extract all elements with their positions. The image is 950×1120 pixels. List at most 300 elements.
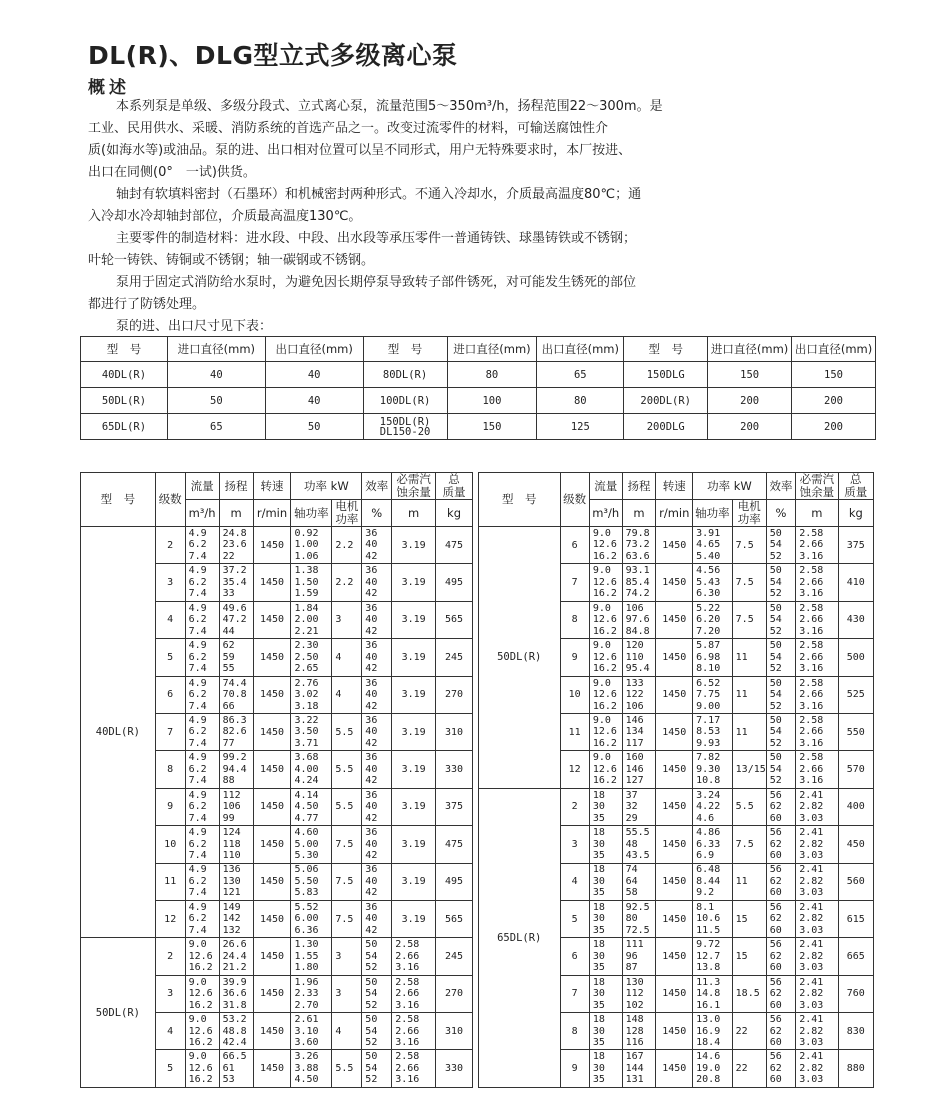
npsh-cell: 2.41 2.82 3.03 bbox=[796, 1013, 838, 1050]
size-cell: 200DLG bbox=[624, 414, 708, 440]
npsh-cell: 2.58 2.66 3.16 bbox=[796, 639, 838, 676]
efficiency-cell: 50 54 52 bbox=[362, 1013, 392, 1050]
head-cell: 26.6 24.4 21.2 bbox=[219, 938, 253, 975]
flow-cell: 9.0 12.6 16.2 bbox=[185, 1013, 219, 1050]
npsh-cell: 3.19 bbox=[392, 751, 436, 788]
efficiency-cell: 36 40 42 bbox=[362, 788, 392, 825]
perf-header-cell: 型 号 bbox=[81, 473, 156, 527]
motor-power-cell: 15 bbox=[732, 900, 766, 937]
weight-cell: 760 bbox=[838, 975, 873, 1012]
weight-cell: 525 bbox=[838, 676, 873, 713]
efficiency-cell: 36 40 42 bbox=[362, 676, 392, 713]
speed-cell: 1450 bbox=[253, 863, 291, 900]
efficiency-cell: 36 40 42 bbox=[362, 826, 392, 863]
npsh-cell: 2.41 2.82 3.03 bbox=[796, 900, 838, 937]
size-cell: 40 bbox=[265, 362, 363, 388]
perf-header-cell: kg bbox=[436, 500, 473, 527]
speed-cell: 1450 bbox=[253, 751, 291, 788]
perf-header-row bbox=[81, 473, 473, 500]
flow-cell: 4.9 6.2 7.4 bbox=[185, 676, 219, 713]
size-header-cell: 进口直径(mm) bbox=[708, 337, 792, 362]
weight-cell: 245 bbox=[436, 639, 473, 676]
performance-table-left bbox=[80, 472, 473, 1088]
stages-cell: 7 bbox=[560, 564, 589, 601]
weight-cell: 245 bbox=[436, 938, 473, 975]
weight-cell: 495 bbox=[436, 564, 473, 601]
efficiency-cell: 50 54 52 bbox=[766, 527, 795, 564]
perf-header-cell: 总 质量 bbox=[838, 473, 873, 500]
flow-cell: 4.9 6.2 7.4 bbox=[185, 751, 219, 788]
stages-cell: 4 bbox=[560, 863, 589, 900]
stages-cell: 7 bbox=[155, 713, 185, 750]
efficiency-cell: 56 62 60 bbox=[766, 975, 795, 1012]
perf-header-cell: m bbox=[219, 500, 253, 527]
motor-power-cell: 13/15 bbox=[732, 751, 766, 788]
speed-cell: 1450 bbox=[656, 788, 693, 825]
head-cell: 79.8 73.2 63.6 bbox=[622, 527, 656, 564]
npsh-cell: 3.19 bbox=[392, 676, 436, 713]
weight-cell: 475 bbox=[436, 527, 473, 564]
perf-header-cell: 级数 bbox=[560, 473, 589, 527]
npsh-cell: 3.19 bbox=[392, 601, 436, 638]
speed-cell: 1450 bbox=[253, 938, 291, 975]
head-cell: 55.5 48 43.5 bbox=[622, 826, 656, 863]
size-cell: 200 bbox=[792, 414, 876, 440]
stages-cell: 4 bbox=[155, 1013, 185, 1050]
weight-cell: 310 bbox=[436, 713, 473, 750]
stages-cell: 9 bbox=[560, 1050, 589, 1087]
head-cell: 124 118 110 bbox=[219, 826, 253, 863]
size-cell: 40 bbox=[265, 388, 363, 414]
weight-cell: 410 bbox=[838, 564, 873, 601]
shaft-power-cell: 14.6 19.0 20.8 bbox=[693, 1050, 733, 1087]
efficiency-cell: 36 40 42 bbox=[362, 601, 392, 638]
intro-line: 质(如海水等)或油品。泵的进、出口相对位置可以呈不同形式，用户无特殊要求时，本厂按进、 bbox=[88, 143, 632, 158]
efficiency-cell: 36 40 42 bbox=[362, 527, 392, 564]
perf-header-row bbox=[479, 473, 874, 500]
head-cell: 74 64 58 bbox=[622, 863, 656, 900]
npsh-cell: 3.19 bbox=[392, 900, 436, 937]
flow-cell: 18 30 35 bbox=[589, 900, 622, 937]
motor-power-cell: 3 bbox=[332, 938, 362, 975]
perf-header-cell: m bbox=[392, 500, 436, 527]
stages-cell: 8 bbox=[560, 601, 589, 638]
speed-cell: 1450 bbox=[253, 601, 291, 638]
shaft-power-cell: 6.52 7.75 9.00 bbox=[693, 676, 733, 713]
motor-power-cell: 3 bbox=[332, 601, 362, 638]
speed-cell: 1450 bbox=[253, 713, 291, 750]
head-cell: 93.1 85.4 74.2 bbox=[622, 564, 656, 601]
size-header-cell: 出口直径(mm) bbox=[792, 337, 876, 362]
motor-power-cell: 5.5 bbox=[332, 751, 362, 788]
weight-cell: 500 bbox=[838, 639, 873, 676]
shaft-power-cell: 1.84 2.00 2.21 bbox=[291, 601, 332, 638]
model-name-cell: 40DL(R) bbox=[81, 527, 156, 938]
speed-cell: 1450 bbox=[656, 1050, 693, 1087]
motor-power-cell: 11 bbox=[732, 639, 766, 676]
flow-cell: 4.9 6.2 7.4 bbox=[185, 826, 219, 863]
efficiency-cell: 50 54 52 bbox=[766, 676, 795, 713]
perf-header-cell: 流量 bbox=[185, 473, 219, 500]
size-cell: 150 bbox=[708, 362, 792, 388]
size-header-cell: 型 号 bbox=[81, 337, 168, 362]
weight-cell: 550 bbox=[838, 713, 873, 750]
motor-power-cell: 5.5 bbox=[332, 1050, 362, 1087]
size-cell: 50 bbox=[167, 388, 265, 414]
perf-header-cell: 必需汽 蚀余量 bbox=[392, 473, 436, 500]
head-cell: 49.6 47.2 44 bbox=[219, 601, 253, 638]
perf-header-cell: 效率 bbox=[362, 473, 392, 500]
motor-power-cell: 11 bbox=[732, 863, 766, 900]
perf-header-cell: m³/h bbox=[589, 500, 622, 527]
intro-line: 轴封有软填料密封（石墨环）和机械密封两种形式。不通入冷却水，介质最高温度80℃；通 bbox=[116, 187, 642, 202]
flow-cell: 4.9 6.2 7.4 bbox=[185, 900, 219, 937]
npsh-cell: 3.19 bbox=[392, 527, 436, 564]
flow-cell: 4.9 6.2 7.4 bbox=[185, 639, 219, 676]
intro-line: 叶轮一铸铁、铸铜或不锈钢；轴一碳钢或不锈钢。 bbox=[88, 253, 375, 268]
perf-row bbox=[479, 527, 874, 564]
shaft-power-cell: 5.52 6.00 6.36 bbox=[291, 900, 332, 937]
flow-cell: 9.0 12.6 16.2 bbox=[589, 564, 622, 601]
speed-cell: 1450 bbox=[656, 601, 693, 638]
motor-power-cell: 2.2 bbox=[332, 527, 362, 564]
stages-cell: 2 bbox=[155, 938, 185, 975]
shaft-power-cell: 5.87 6.98 8.10 bbox=[693, 639, 733, 676]
shaft-power-cell: 5.06 5.50 5.83 bbox=[291, 863, 332, 900]
shaft-power-cell: 1.30 1.55 1.80 bbox=[291, 938, 332, 975]
flow-cell: 4.9 6.2 7.4 bbox=[185, 788, 219, 825]
weight-cell: 495 bbox=[436, 863, 473, 900]
size-cell: 100 bbox=[447, 388, 537, 414]
head-cell: 112 106 99 bbox=[219, 788, 253, 825]
model-name-cell: 65DL(R) bbox=[479, 788, 561, 1087]
perf-row bbox=[479, 788, 874, 825]
head-cell: 62 59 55 bbox=[219, 639, 253, 676]
efficiency-cell: 56 62 60 bbox=[766, 788, 795, 825]
efficiency-cell: 50 54 52 bbox=[766, 564, 795, 601]
shaft-power-cell: 3.91 4.65 5.40 bbox=[693, 527, 733, 564]
npsh-cell: 2.58 2.66 3.16 bbox=[796, 564, 838, 601]
section-heading: 概述 bbox=[88, 78, 130, 98]
npsh-cell: 2.41 2.82 3.03 bbox=[796, 788, 838, 825]
size-header-cell: 出口直径(mm) bbox=[537, 337, 624, 362]
weight-cell: 270 bbox=[436, 975, 473, 1012]
speed-cell: 1450 bbox=[253, 900, 291, 937]
head-cell: 120 110 95.4 bbox=[622, 639, 656, 676]
efficiency-cell: 56 62 60 bbox=[766, 900, 795, 937]
shaft-power-cell: 2.61 3.10 3.60 bbox=[291, 1013, 332, 1050]
size-cell: 50 bbox=[265, 414, 363, 440]
stages-cell: 3 bbox=[560, 826, 589, 863]
head-cell: 106 97.6 84.8 bbox=[622, 601, 656, 638]
stages-cell: 12 bbox=[560, 751, 589, 788]
stages-cell: 3 bbox=[155, 975, 185, 1012]
motor-power-cell: 22 bbox=[732, 1013, 766, 1050]
motor-power-cell: 7.5 bbox=[332, 900, 362, 937]
intro-line: 都进行了防锈处理。 bbox=[88, 297, 206, 312]
npsh-cell: 2.41 2.82 3.03 bbox=[796, 1050, 838, 1087]
shaft-power-cell: 4.14 4.50 4.77 bbox=[291, 788, 332, 825]
speed-cell: 1450 bbox=[656, 676, 693, 713]
speed-cell: 1450 bbox=[656, 751, 693, 788]
shaft-power-cell: 2.30 2.50 2.65 bbox=[291, 639, 332, 676]
efficiency-cell: 56 62 60 bbox=[766, 863, 795, 900]
efficiency-cell: 56 62 60 bbox=[766, 938, 795, 975]
flow-cell: 4.9 6.2 7.4 bbox=[185, 564, 219, 601]
weight-cell: 880 bbox=[838, 1050, 873, 1087]
npsh-cell: 2.58 2.66 3.16 bbox=[796, 713, 838, 750]
shaft-power-cell: 1.38 1.50 1.59 bbox=[291, 564, 332, 601]
stages-cell: 3 bbox=[155, 564, 185, 601]
head-cell: 146 134 117 bbox=[622, 713, 656, 750]
shaft-power-cell: 2.76 3.02 3.18 bbox=[291, 676, 332, 713]
flow-cell: 4.9 6.2 7.4 bbox=[185, 527, 219, 564]
head-cell: 130 112 102 bbox=[622, 975, 656, 1012]
npsh-cell: 2.41 2.82 3.03 bbox=[796, 826, 838, 863]
head-cell: 148 128 116 bbox=[622, 1013, 656, 1050]
motor-power-cell: 4 bbox=[332, 676, 362, 713]
motor-power-cell: 3 bbox=[332, 975, 362, 1012]
shaft-power-cell: 7.17 8.53 9.93 bbox=[693, 713, 733, 750]
flow-cell: 4.9 6.2 7.4 bbox=[185, 601, 219, 638]
flow-cell: 9.0 12.6 16.2 bbox=[589, 601, 622, 638]
efficiency-cell: 50 54 52 bbox=[362, 975, 392, 1012]
npsh-cell: 2.41 2.82 3.03 bbox=[796, 938, 838, 975]
size-cell: 200 bbox=[708, 414, 792, 440]
speed-cell: 1450 bbox=[656, 938, 693, 975]
perf-header-cell: m³/h bbox=[185, 500, 219, 527]
weight-cell: 400 bbox=[838, 788, 873, 825]
shaft-power-cell: 7.82 9.30 10.8 bbox=[693, 751, 733, 788]
efficiency-cell: 56 62 60 bbox=[766, 1013, 795, 1050]
head-cell: 133 122 106 bbox=[622, 676, 656, 713]
motor-power-cell: 7.5 bbox=[732, 527, 766, 564]
speed-cell: 1450 bbox=[656, 564, 693, 601]
flow-cell: 18 30 35 bbox=[589, 863, 622, 900]
size-cell: 65DL(R) bbox=[81, 414, 168, 440]
flow-cell: 9.0 12.6 16.2 bbox=[185, 1050, 219, 1087]
efficiency-cell: 36 40 42 bbox=[362, 639, 392, 676]
head-cell: 167 144 131 bbox=[622, 1050, 656, 1087]
npsh-cell: 3.19 bbox=[392, 863, 436, 900]
perf-header-cell: % bbox=[362, 500, 392, 527]
shaft-power-cell: 13.0 16.9 18.4 bbox=[693, 1013, 733, 1050]
size-cell: 100DL(R) bbox=[363, 388, 447, 414]
performance-table-right bbox=[478, 472, 874, 1088]
stages-cell: 8 bbox=[560, 1013, 589, 1050]
perf-header-cell: 流量 bbox=[589, 473, 622, 500]
speed-cell: 1450 bbox=[656, 975, 693, 1012]
size-cell: 80DL(R) bbox=[363, 362, 447, 388]
flow-cell: 9.0 12.6 16.2 bbox=[589, 527, 622, 564]
shaft-power-cell: 1.96 2.33 2.70 bbox=[291, 975, 332, 1012]
stages-cell: 7 bbox=[560, 975, 589, 1012]
perf-header-cell: m bbox=[622, 500, 656, 527]
npsh-cell: 2.58 2.66 3.16 bbox=[392, 975, 436, 1012]
size-cell: 150 bbox=[447, 414, 537, 440]
efficiency-cell: 36 40 42 bbox=[362, 751, 392, 788]
head-cell: 92.5 80 72.5 bbox=[622, 900, 656, 937]
motor-power-cell: 4 bbox=[332, 1013, 362, 1050]
speed-cell: 1450 bbox=[253, 826, 291, 863]
flow-cell: 9.0 12.6 16.2 bbox=[185, 938, 219, 975]
size-table-row bbox=[81, 362, 876, 388]
motor-power-cell: 7.5 bbox=[732, 601, 766, 638]
perf-header-cell: r/min bbox=[656, 500, 693, 527]
flow-cell: 9.0 12.6 16.2 bbox=[589, 713, 622, 750]
size-header-cell: 型 号 bbox=[363, 337, 447, 362]
flow-cell: 18 30 35 bbox=[589, 826, 622, 863]
speed-cell: 1450 bbox=[656, 1013, 693, 1050]
size-header-cell: 出口直径(mm) bbox=[265, 337, 363, 362]
speed-cell: 1450 bbox=[253, 527, 291, 564]
port-size-table bbox=[80, 336, 876, 440]
size-cell: 50DL(R) bbox=[81, 388, 168, 414]
intro-line: 泵用于固定式消防给水泵时，为避免因长期停泵导致转子部件锈死，对可能发生锈死的部位 bbox=[116, 275, 637, 290]
weight-cell: 330 bbox=[436, 751, 473, 788]
flow-cell: 18 30 35 bbox=[589, 1050, 622, 1087]
perf-header-cell: 必需汽 蚀余量 bbox=[796, 473, 838, 500]
motor-power-cell: 5.5 bbox=[732, 788, 766, 825]
head-cell: 136 130 121 bbox=[219, 863, 253, 900]
shaft-power-cell: 5.22 6.20 7.20 bbox=[693, 601, 733, 638]
weight-cell: 375 bbox=[436, 788, 473, 825]
efficiency-cell: 36 40 42 bbox=[362, 713, 392, 750]
efficiency-cell: 50 54 52 bbox=[362, 938, 392, 975]
size-table-row bbox=[81, 388, 876, 414]
flow-cell: 18 30 35 bbox=[589, 1013, 622, 1050]
stages-cell: 2 bbox=[560, 788, 589, 825]
intro-line: 本系列泵是单级、多级分段式、立式离心泵，流量范围5～350m³/h，扬程范围22～300m。是 bbox=[116, 99, 663, 114]
head-cell: 111 96 87 bbox=[622, 938, 656, 975]
stages-cell: 12 bbox=[155, 900, 185, 937]
model-name-cell: 50DL(R) bbox=[479, 527, 561, 789]
npsh-cell: 2.58 2.66 3.16 bbox=[392, 938, 436, 975]
perf-header-cell: 扬程 bbox=[622, 473, 656, 500]
model-name-cell: 50DL(R) bbox=[81, 938, 156, 1088]
efficiency-cell: 50 54 52 bbox=[766, 601, 795, 638]
efficiency-cell: 50 54 52 bbox=[766, 751, 795, 788]
shaft-power-cell: 6.48 8.44 9.2 bbox=[693, 863, 733, 900]
npsh-cell: 2.58 2.66 3.16 bbox=[392, 1013, 436, 1050]
weight-cell: 430 bbox=[838, 601, 873, 638]
npsh-cell: 2.41 2.82 3.03 bbox=[796, 975, 838, 1012]
weight-cell: 375 bbox=[838, 527, 873, 564]
perf-header-cell: 电机 功率 bbox=[332, 500, 362, 527]
motor-power-cell: 7.5 bbox=[732, 826, 766, 863]
size-cell: 200 bbox=[792, 388, 876, 414]
efficiency-cell: 36 40 42 bbox=[362, 863, 392, 900]
head-cell: 53.2 48.8 42.4 bbox=[219, 1013, 253, 1050]
size-header-cell: 进口直径(mm) bbox=[447, 337, 537, 362]
weight-cell: 565 bbox=[436, 601, 473, 638]
stages-cell: 5 bbox=[155, 1050, 185, 1087]
flow-cell: 18 30 35 bbox=[589, 788, 622, 825]
size-cell: 125 bbox=[537, 414, 624, 440]
head-cell: 37.2 35.4 33 bbox=[219, 564, 253, 601]
size-cell: 65 bbox=[167, 414, 265, 440]
flow-cell: 9.0 12.6 16.2 bbox=[589, 751, 622, 788]
motor-power-cell: 7.5 bbox=[332, 826, 362, 863]
weight-cell: 330 bbox=[436, 1050, 473, 1087]
intro-line: 入冷却水冷却轴封部位，介质最高温度130℃。 bbox=[88, 209, 362, 224]
size-cell: 150DL(R) DL150-20 bbox=[363, 414, 447, 440]
size-header-cell: 进口直径(mm) bbox=[167, 337, 265, 362]
motor-power-cell: 15 bbox=[732, 938, 766, 975]
speed-cell: 1450 bbox=[656, 527, 693, 564]
efficiency-cell: 36 40 42 bbox=[362, 564, 392, 601]
head-cell: 39.9 36.6 31.8 bbox=[219, 975, 253, 1012]
shaft-power-cell: 4.56 5.43 6.30 bbox=[693, 564, 733, 601]
shaft-power-cell: 0.92 1.00 1.06 bbox=[291, 527, 332, 564]
speed-cell: 1450 bbox=[253, 676, 291, 713]
speed-cell: 1450 bbox=[253, 1013, 291, 1050]
perf-row bbox=[81, 527, 473, 564]
shaft-power-cell: 3.22 3.50 3.71 bbox=[291, 713, 332, 750]
flow-cell: 18 30 35 bbox=[589, 975, 622, 1012]
intro-line: 出口在同侧(0° 一试)供货。 bbox=[88, 165, 256, 180]
stages-cell: 6 bbox=[155, 676, 185, 713]
shaft-power-cell: 3.24 4.22 4.6 bbox=[693, 788, 733, 825]
weight-cell: 270 bbox=[436, 676, 473, 713]
speed-cell: 1450 bbox=[253, 975, 291, 1012]
motor-power-cell: 7.5 bbox=[732, 564, 766, 601]
head-cell: 37 32 29 bbox=[622, 788, 656, 825]
size-header-cell: 型 号 bbox=[624, 337, 708, 362]
motor-power-cell: 11 bbox=[732, 713, 766, 750]
speed-cell: 1450 bbox=[253, 639, 291, 676]
stages-cell: 10 bbox=[155, 826, 185, 863]
head-cell: 86.3 82.6 77 bbox=[219, 713, 253, 750]
perf-header-cell: kg bbox=[838, 500, 873, 527]
speed-cell: 1450 bbox=[656, 639, 693, 676]
speed-cell: 1450 bbox=[656, 900, 693, 937]
shaft-power-cell: 3.68 4.00 4.24 bbox=[291, 751, 332, 788]
motor-power-cell: 4 bbox=[332, 639, 362, 676]
efficiency-cell: 50 54 52 bbox=[766, 639, 795, 676]
stages-cell: 10 bbox=[560, 676, 589, 713]
shaft-power-cell: 4.86 6.33 6.9 bbox=[693, 826, 733, 863]
size-table-row bbox=[81, 414, 876, 440]
motor-power-cell: 5.5 bbox=[332, 713, 362, 750]
perf-row bbox=[81, 938, 473, 975]
speed-cell: 1450 bbox=[656, 826, 693, 863]
perf-header-cell: 型 号 bbox=[479, 473, 561, 527]
weight-cell: 615 bbox=[838, 900, 873, 937]
flow-cell: 9.0 12.6 16.2 bbox=[589, 639, 622, 676]
npsh-cell: 2.58 2.66 3.16 bbox=[796, 601, 838, 638]
stages-cell: 6 bbox=[560, 527, 589, 564]
shaft-power-cell: 8.1 10.6 11.5 bbox=[693, 900, 733, 937]
motor-power-cell: 18.5 bbox=[732, 975, 766, 1012]
size-cell: 80 bbox=[447, 362, 537, 388]
perf-header-cell: 总 质量 bbox=[436, 473, 473, 500]
npsh-cell: 3.19 bbox=[392, 788, 436, 825]
intro-line: 泵的进、出口尺寸见下表： bbox=[116, 319, 273, 334]
motor-power-cell: 7.5 bbox=[332, 863, 362, 900]
weight-cell: 475 bbox=[436, 826, 473, 863]
perf-header-cell: 电机 功率 bbox=[732, 500, 766, 527]
perf-header-cell: % bbox=[766, 500, 795, 527]
stages-cell: 8 bbox=[155, 751, 185, 788]
stages-cell: 9 bbox=[155, 788, 185, 825]
perf-header-cell: 扬程 bbox=[219, 473, 253, 500]
weight-cell: 560 bbox=[838, 863, 873, 900]
flow-cell: 4.9 6.2 7.4 bbox=[185, 713, 219, 750]
size-table-header bbox=[81, 337, 876, 362]
stages-cell: 9 bbox=[560, 639, 589, 676]
speed-cell: 1450 bbox=[253, 564, 291, 601]
